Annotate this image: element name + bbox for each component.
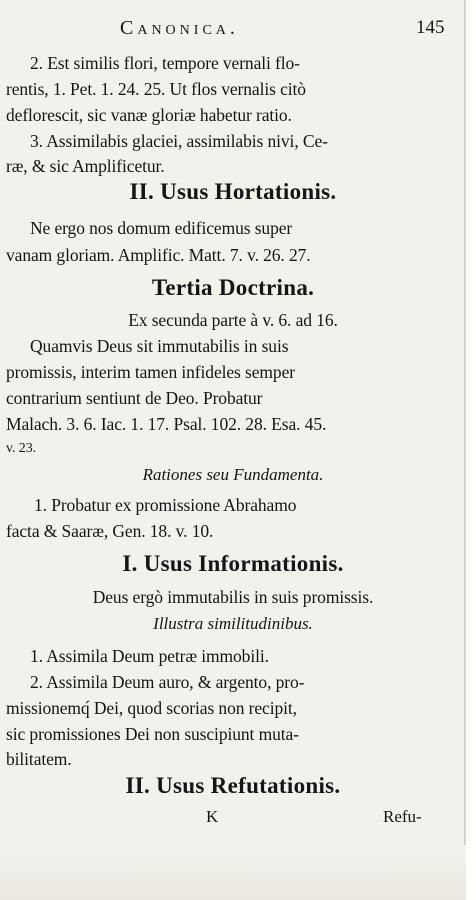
- section-heading: Tertia Doctrina.: [151, 275, 315, 300]
- text-line: Ex secunda parte à v. 6. ad 16.: [128, 310, 338, 330]
- section-heading: I. Usus Informationis.: [122, 551, 344, 576]
- section-heading: II. Usus Refutationis.: [125, 773, 341, 798]
- text-line: 1. Assimila Deum petræ immobili.: [30, 646, 269, 666]
- text-line: 1. Probatur ex promissione Abrahamo: [34, 495, 297, 515]
- text-line: Malach. 3. 6. Iac. 1. 17. Psal. 102. 28. Esa. 45.: [6, 414, 327, 434]
- page-bottom-margin: [0, 845, 466, 900]
- catchword: Refu-: [383, 807, 422, 826]
- running-head: Canonica.: [120, 17, 239, 39]
- text-line: Quamvis Deus sit immutabilis in suis: [30, 336, 289, 356]
- text-line: 2. Est similis flori, tempore vernali flo-: [30, 53, 300, 73]
- text-line: v. 23.: [6, 441, 36, 456]
- text-line: 3. Assimilabis glaciei, assimilabis nivi, Ce-: [30, 131, 328, 151]
- text-line: rentis, 1. Pet. 1. 24. 25. Ut flos vernalis citò: [6, 79, 306, 99]
- text-line: bilitatem.: [6, 749, 72, 769]
- text-line: deflorescit, sic vanæ gloriæ habetur ratio.: [6, 105, 292, 125]
- text-line: ræ, & sic Amplificetur.: [6, 156, 165, 176]
- italic-subheading: Illustra similitudinibus.: [153, 614, 313, 633]
- text-line: 2. Assimila Deum auro, & argento, pro-: [30, 672, 305, 692]
- text-line: promissis, interim tamen infideles semper: [6, 362, 295, 382]
- italic-subheading: Rationes seu Fundamenta.: [142, 465, 324, 484]
- signature-mark: K: [206, 807, 219, 826]
- text-line: Deus ergò immutabilis in suis promissis.: [92, 587, 374, 607]
- page-number: 145: [416, 17, 445, 38]
- section-heading: II. Usus Hortationis.: [129, 179, 337, 204]
- text-line: facta & Saaræ, Gen. 18. v. 10.: [6, 521, 214, 541]
- text-line: sic promissiones Dei non suscipiunt muta-: [6, 724, 299, 744]
- text-line: vanam gloriam. Amplific. Matt. 7. v. 26. 27.: [6, 245, 311, 265]
- text-line: Ne ergo nos domum edificemus super: [30, 218, 293, 238]
- text-line: contrarium sentiunt de Deo. Probatur: [6, 388, 263, 408]
- text-line: missionemq́ Dei, quod scorias non recipit,: [6, 698, 297, 718]
